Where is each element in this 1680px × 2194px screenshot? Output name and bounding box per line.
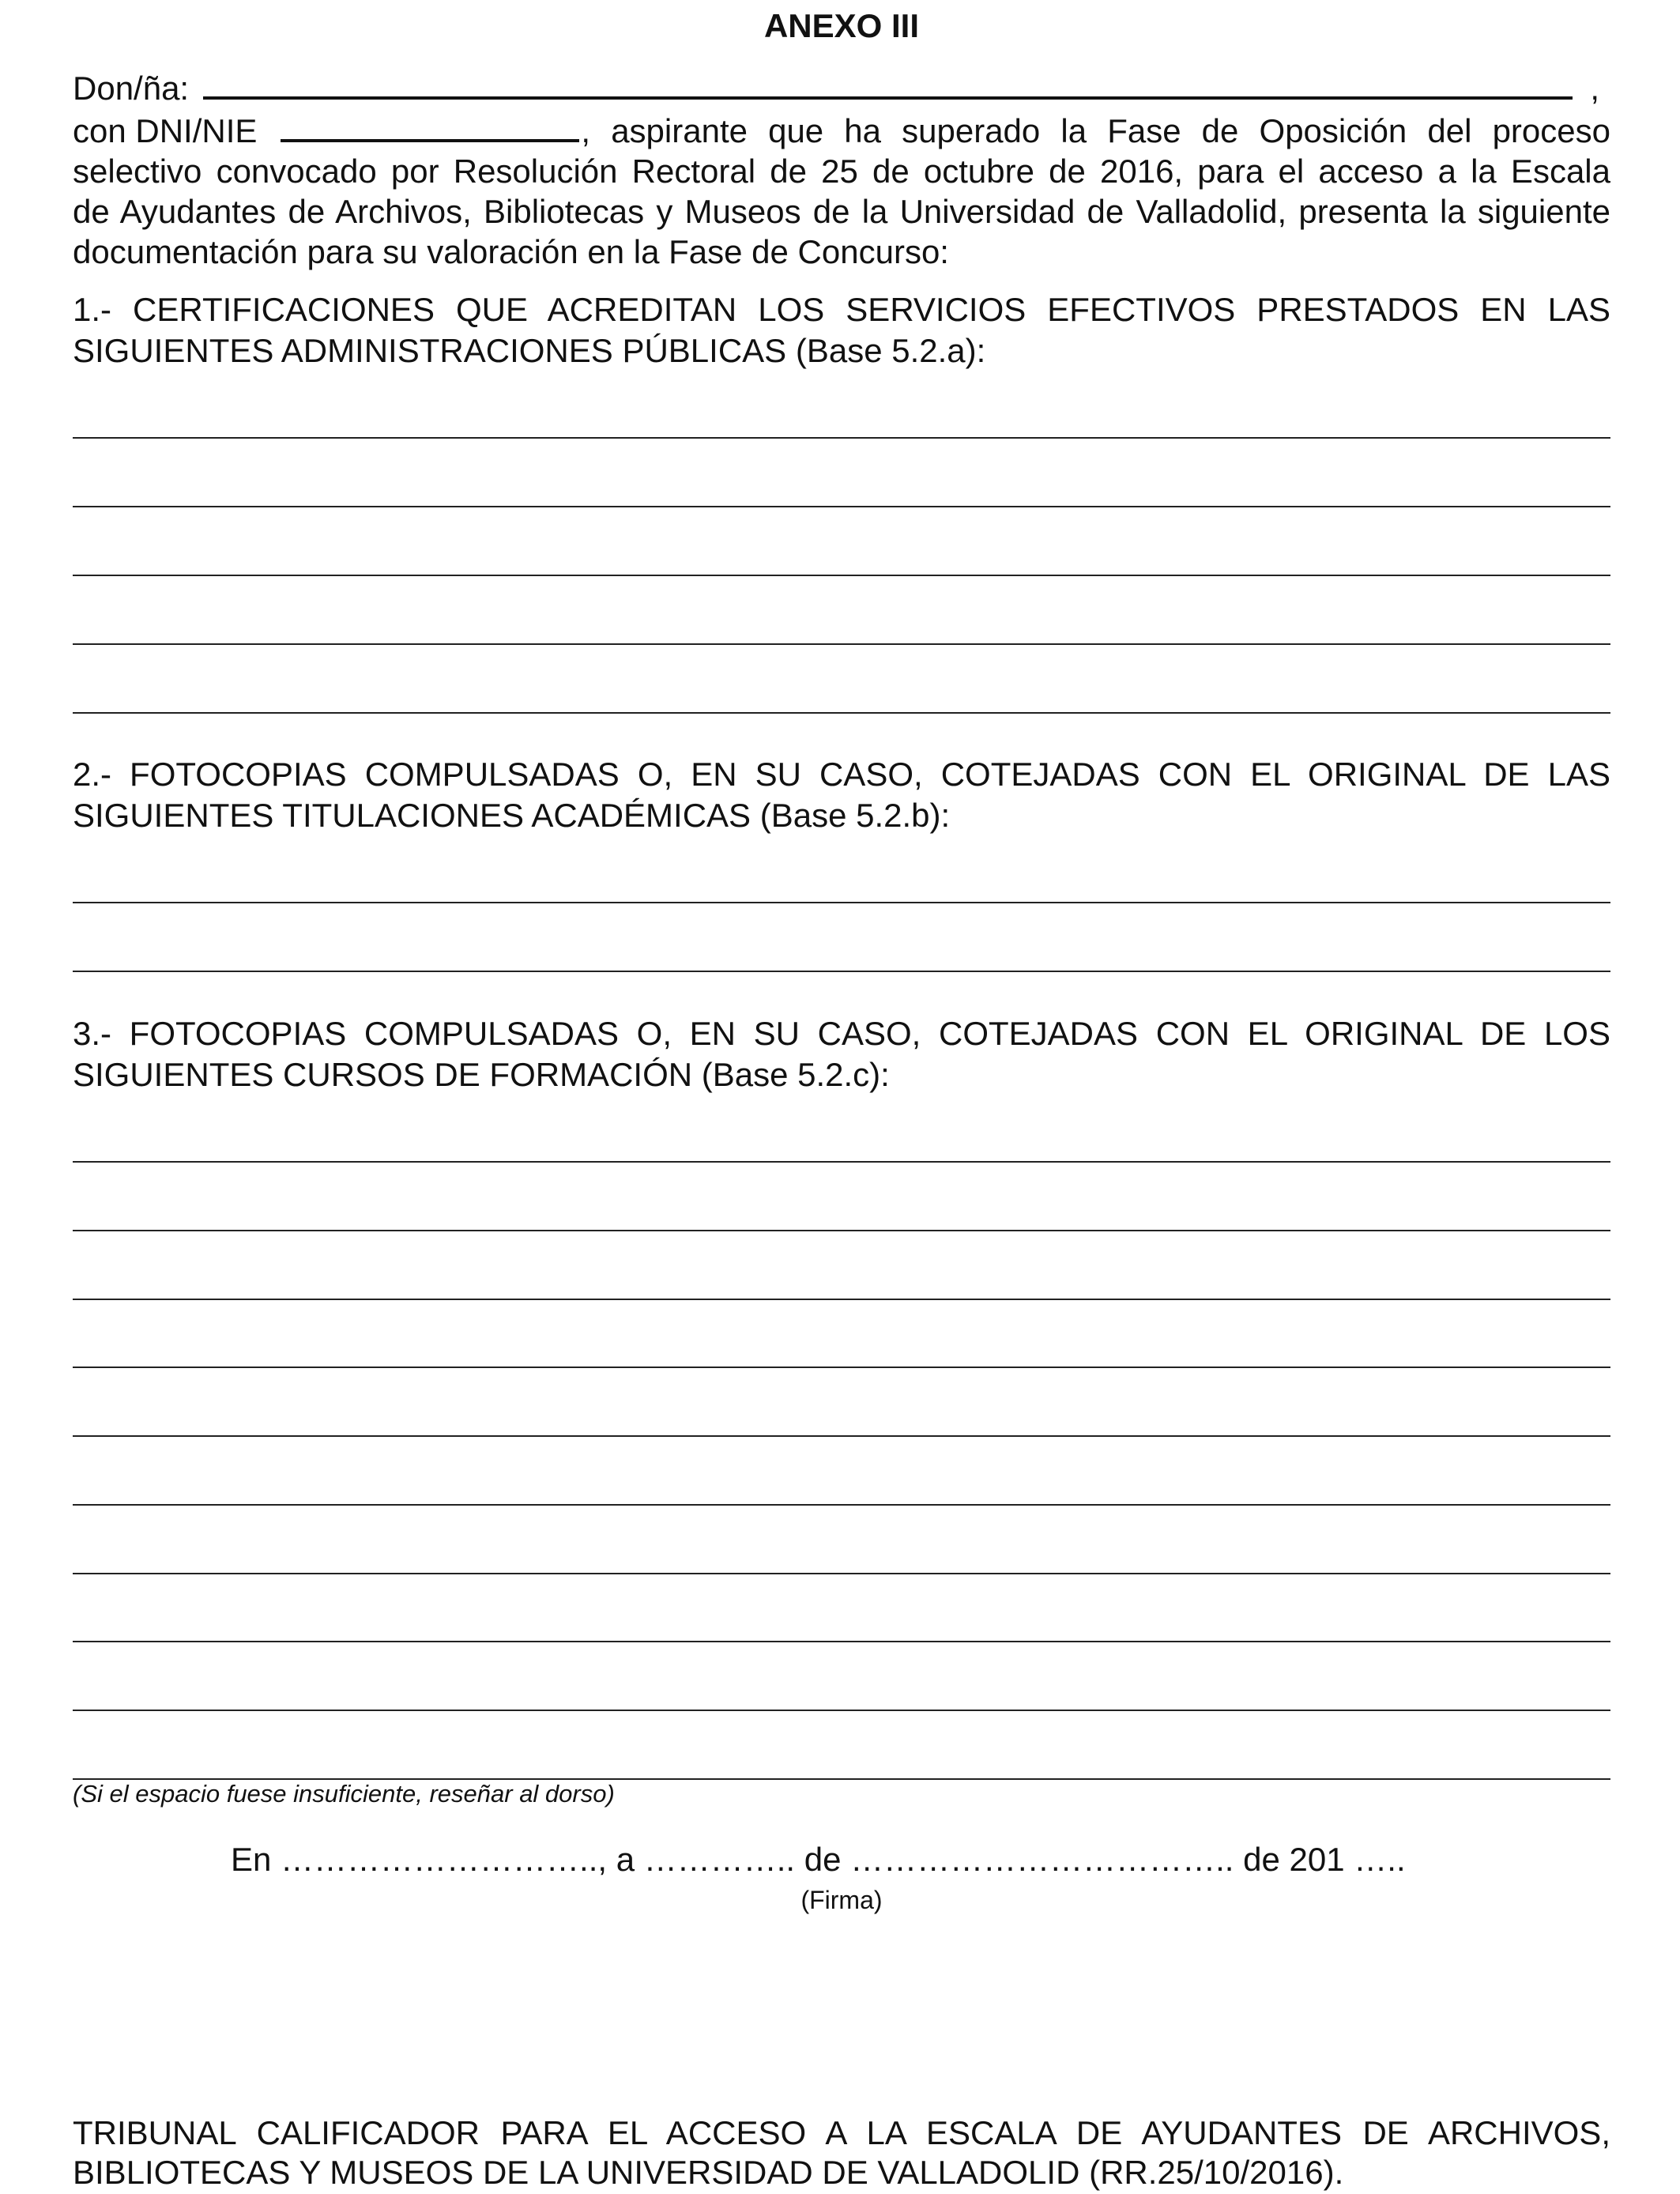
intro-line-4: documentación para su valoración en la Fase de Concurso: xyxy=(73,233,949,270)
place-date-line[interactable]: En ……………………….., a ………….. de …………………………….. de 201 ….. xyxy=(231,1841,1406,1878)
section-1-blank-line[interactable] xyxy=(73,712,1610,714)
dni-field[interactable] xyxy=(281,112,579,142)
section-3-blank-line[interactable] xyxy=(73,1299,1610,1300)
signature-label: (Firma) xyxy=(800,1886,883,1914)
section-3-blank-line[interactable] xyxy=(73,1435,1610,1437)
section-3-blank-line[interactable] xyxy=(73,1230,1610,1231)
intro-line-3: de Ayudantes de Archivos, Bibliotecas y Museos de la Universidad de Valladolid, presenta la siguiente xyxy=(73,193,1610,230)
tribunal-line-2: BIBLIOTECAS Y MUSEOS DE LA UNIVERSIDAD DE VALLADOLID (RR.25/10/2016). xyxy=(73,2154,1344,2191)
name-comma: , xyxy=(1590,70,1599,107)
section-1-blank-line[interactable] xyxy=(73,437,1610,439)
section-3-blank-line[interactable] xyxy=(73,1710,1610,1711)
dni-label-group xyxy=(73,111,581,151)
section-3-line-1: 3.- FOTOCOPIAS COMPULSADAS O, EN SU CASO, COTEJADAS CON EL ORIGINAL DE LOS xyxy=(73,1015,1610,1052)
section-3-line-2: SIGUIENTES CURSOS DE FORMACIÓN (Base 5.2.c): xyxy=(73,1056,890,1093)
name-label: Don/ña: xyxy=(73,70,190,107)
section-2-line-1: 2.- FOTOCOPIAS COMPULSADAS O, EN SU CASO, COTEJADAS CON EL ORIGINAL DE LAS xyxy=(73,756,1610,793)
section-2-heading xyxy=(73,754,1610,836)
section-1-line-2: SIGUIENTES ADMINISTRACIONES PÚBLICAS (Base 5.2.a): xyxy=(73,332,986,369)
section-2-blank-line[interactable] xyxy=(73,971,1610,972)
section-3-blank-line[interactable] xyxy=(73,1573,1610,1574)
section-3-blank-line[interactable] xyxy=(73,1641,1610,1642)
space-note: (Si el espacio fuese insuficiente, reseñar al dorso) xyxy=(73,1780,615,1808)
section-3-heading xyxy=(73,1013,1610,1095)
section-1-line-1: 1.- CERTIFICACIONES QUE ACREDITAN LOS SERVICIOS EFECTIVOS PRESTADOS EN LAS xyxy=(73,291,1610,328)
intro-paragraph xyxy=(73,111,1610,272)
intro-line-1 xyxy=(73,111,1610,151)
intro-line-1-rest: , aspirante que ha superado la Fase de Oposición del proceso xyxy=(581,112,1610,149)
section-3-blank-line[interactable] xyxy=(73,1504,1610,1506)
tribunal-footer xyxy=(73,2113,1610,2192)
section-3-blank-line[interactable] xyxy=(73,1161,1610,1163)
section-1-blank-line[interactable] xyxy=(73,575,1610,576)
name-field[interactable] xyxy=(203,63,1573,100)
section-1-blank-line[interactable] xyxy=(73,643,1610,645)
section-3-blank-line[interactable] xyxy=(73,1367,1610,1368)
dni-label: con DNI/NIE xyxy=(73,112,258,149)
document-title: ANEXO III xyxy=(763,7,920,44)
section-2-line-2: SIGUIENTES TITULACIONES ACADÉMICAS (Base 5.2.b): xyxy=(73,797,951,834)
name-row xyxy=(73,63,1610,107)
form-page xyxy=(73,0,1610,2194)
intro-line-2: selectivo convocado por Resolución Rectoral de 25 de octubre de 2016, para el acceso a la Escala xyxy=(73,153,1610,190)
tribunal-line-1: TRIBUNAL CALIFICADOR PARA EL ACCESO A LA ESCALA DE AYUDANTES DE ARCHIVOS, xyxy=(73,2114,1610,2151)
section-1-heading xyxy=(73,289,1610,371)
section-2-blank-line[interactable] xyxy=(73,902,1610,903)
section-1-blank-line[interactable] xyxy=(73,506,1610,507)
